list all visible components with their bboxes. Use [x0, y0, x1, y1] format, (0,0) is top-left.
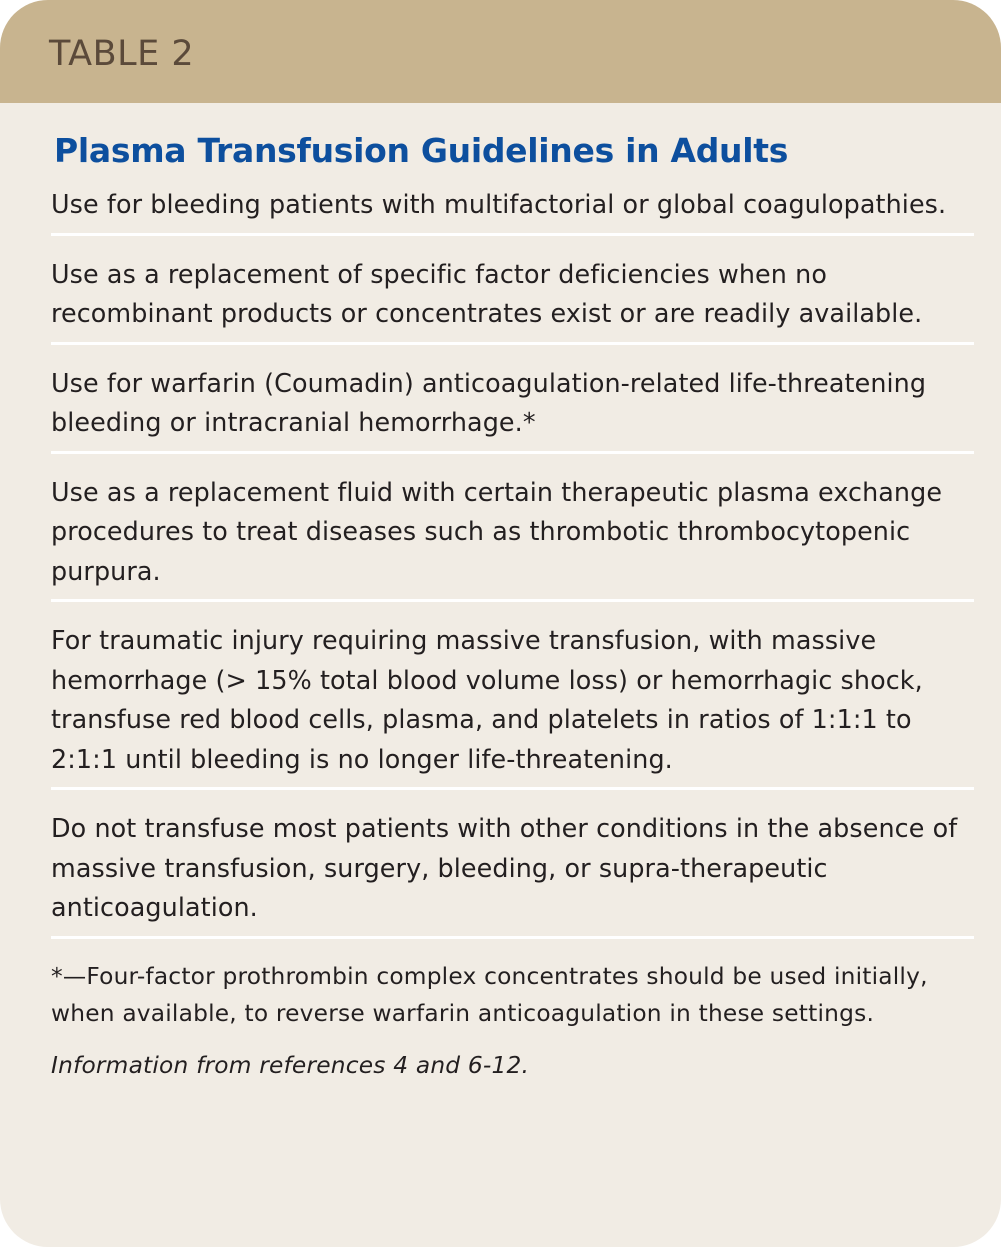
guideline-row-4: Use as a replacement fluid with certain therapeutic plasma exchange procedures to treat diseases such as thrombotic thrombocytopenic purpura.	[51, 473, 974, 603]
guideline-list	[51, 185, 974, 939]
guideline-row-6: Do not transfuse most patients with other conditions in the absence of massive transfusion, surgery, bleeding, or supra-therapeutic anticoagulation.	[51, 809, 974, 939]
source-citation: Information from references 4 and 6-12.	[51, 1051, 530, 1079]
guideline-row-1: Use for bleeding patients with multifactorial or global coagulopathies.	[51, 185, 974, 236]
table-title: Plasma Transfusion Guidelines in Adults	[54, 131, 789, 170]
table-label: TABLE 2	[49, 34, 195, 74]
guideline-row-2: Use as a replacement of specific factor deficiencies when no recombinant products or concentrates exist or are readily available.	[51, 255, 974, 345]
table-footnote: *—Four-factor prothrombin complex concentrates should be used initially, when available, to reverse warfarin anticoagulation in these settings.	[51, 962, 928, 1027]
table-header-bar	[0, 0, 1001, 103]
guideline-row-5: For traumatic injury requiring massive transfusion, with massive hemorrhage (> 15% total blood volume loss) or hemorrhagic shock, transfuse red blood cells, plasma, and platelets in ratios of 1:1:1 to 2:1:1 until bleeding is no longer life-threatening.	[51, 621, 974, 790]
table-body	[0, 103, 1001, 1084]
guideline-row-3: Use for warfarin (Coumadin) anticoagulation-related life-threatening bleeding or intracranial hemorrhage.*	[51, 364, 974, 454]
